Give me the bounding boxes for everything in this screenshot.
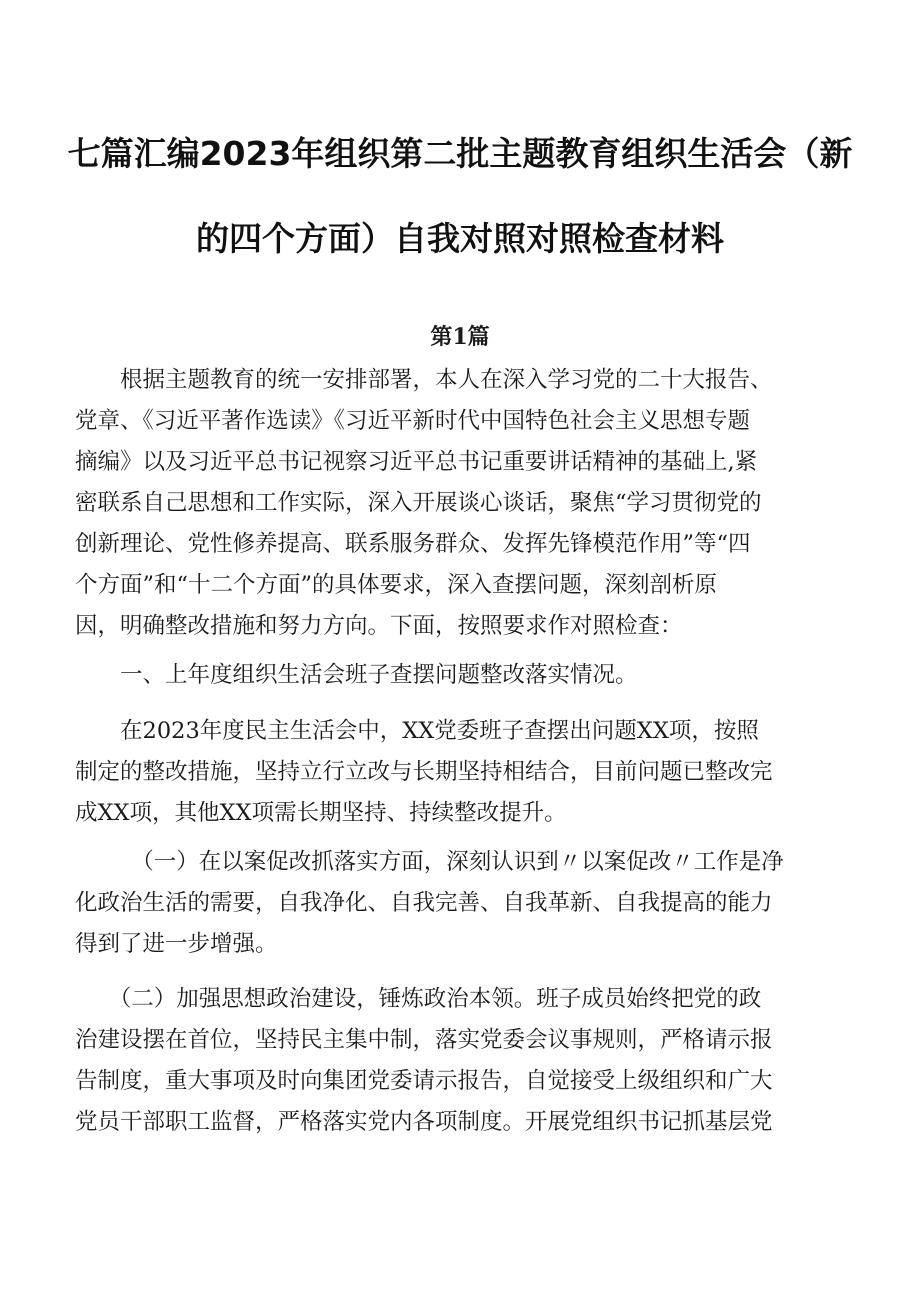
body-line: 在2023年度民主生活会中，XX党委班子查摆出问题XX项，按照 <box>75 718 759 744</box>
body-line: 因，明确整改措施和努力方向。下面，按照要求作对照检查： <box>75 613 683 639</box>
body-line: 密联系自己思想和工作实际，深入开展谈心谈话，聚焦“学习贯彻党的 <box>75 490 762 516</box>
body-line: 党员干部职工监督，严格落实党内各项制度。开展党组织书记抓基层党 <box>75 1109 773 1135</box>
body-line: （二）加强思想政治建设，锤炼政治本领。班子成员始终把党的政 <box>75 986 762 1012</box>
body-line: 化政治生活的需要，自我净化、自我完善、自我革新、自我提高的能力 <box>75 890 773 916</box>
body-line: 告制度，重大事项及时向集团党委请示报告，自觉接受上级组织和广大 <box>75 1068 773 1094</box>
document-title-line-1: 七篇汇编2023年组织第二批主题教育组织生活会（新 <box>67 134 853 173</box>
body-line: 治建设摆在首位，坚持民主集中制，落实党委会议事规则，严格请示报 <box>75 1027 773 1053</box>
section-heading: 第1篇 <box>430 324 490 350</box>
body-line: 成XX项，其他XX项需长期坚持、持续整改提升。 <box>75 800 567 826</box>
body-line: 根据主题教育的统一安排部署，本人在深入学习党的二十大报告、 <box>75 367 773 393</box>
body-line: 摘编》以及习近平总书记视察习近平总书记重要讲话精神的基础上,紧 <box>75 449 758 475</box>
body-line: （一）在以案促改抓落实方面，深刻认识到〃以案促改〃工作是净 <box>75 849 784 875</box>
body-line: 党章、《习近平著作选读》《习近平新时代中国特色社会主义思想专题 <box>75 408 751 434</box>
body-line: 创新理论、党性修养提高、联系服务群众、发挥先锋模范作用”等“四 <box>75 531 751 557</box>
body-line: 个方面”和“十二个方面”的具体要求，深入查摆问题，深刻剖析原 <box>75 572 718 598</box>
document-title-line-2: 的四个方面）自我对照对照检查材料 <box>196 219 724 258</box>
body-line: 得到了进一步增强。 <box>75 931 278 957</box>
body-line: 制定的整改措施，坚持立行立改与长期坚持相结合，目前问题已整改完 <box>75 759 773 785</box>
body-line: 一、上年度组织生活会班子查摆问题整改落实情况。 <box>75 662 638 688</box>
